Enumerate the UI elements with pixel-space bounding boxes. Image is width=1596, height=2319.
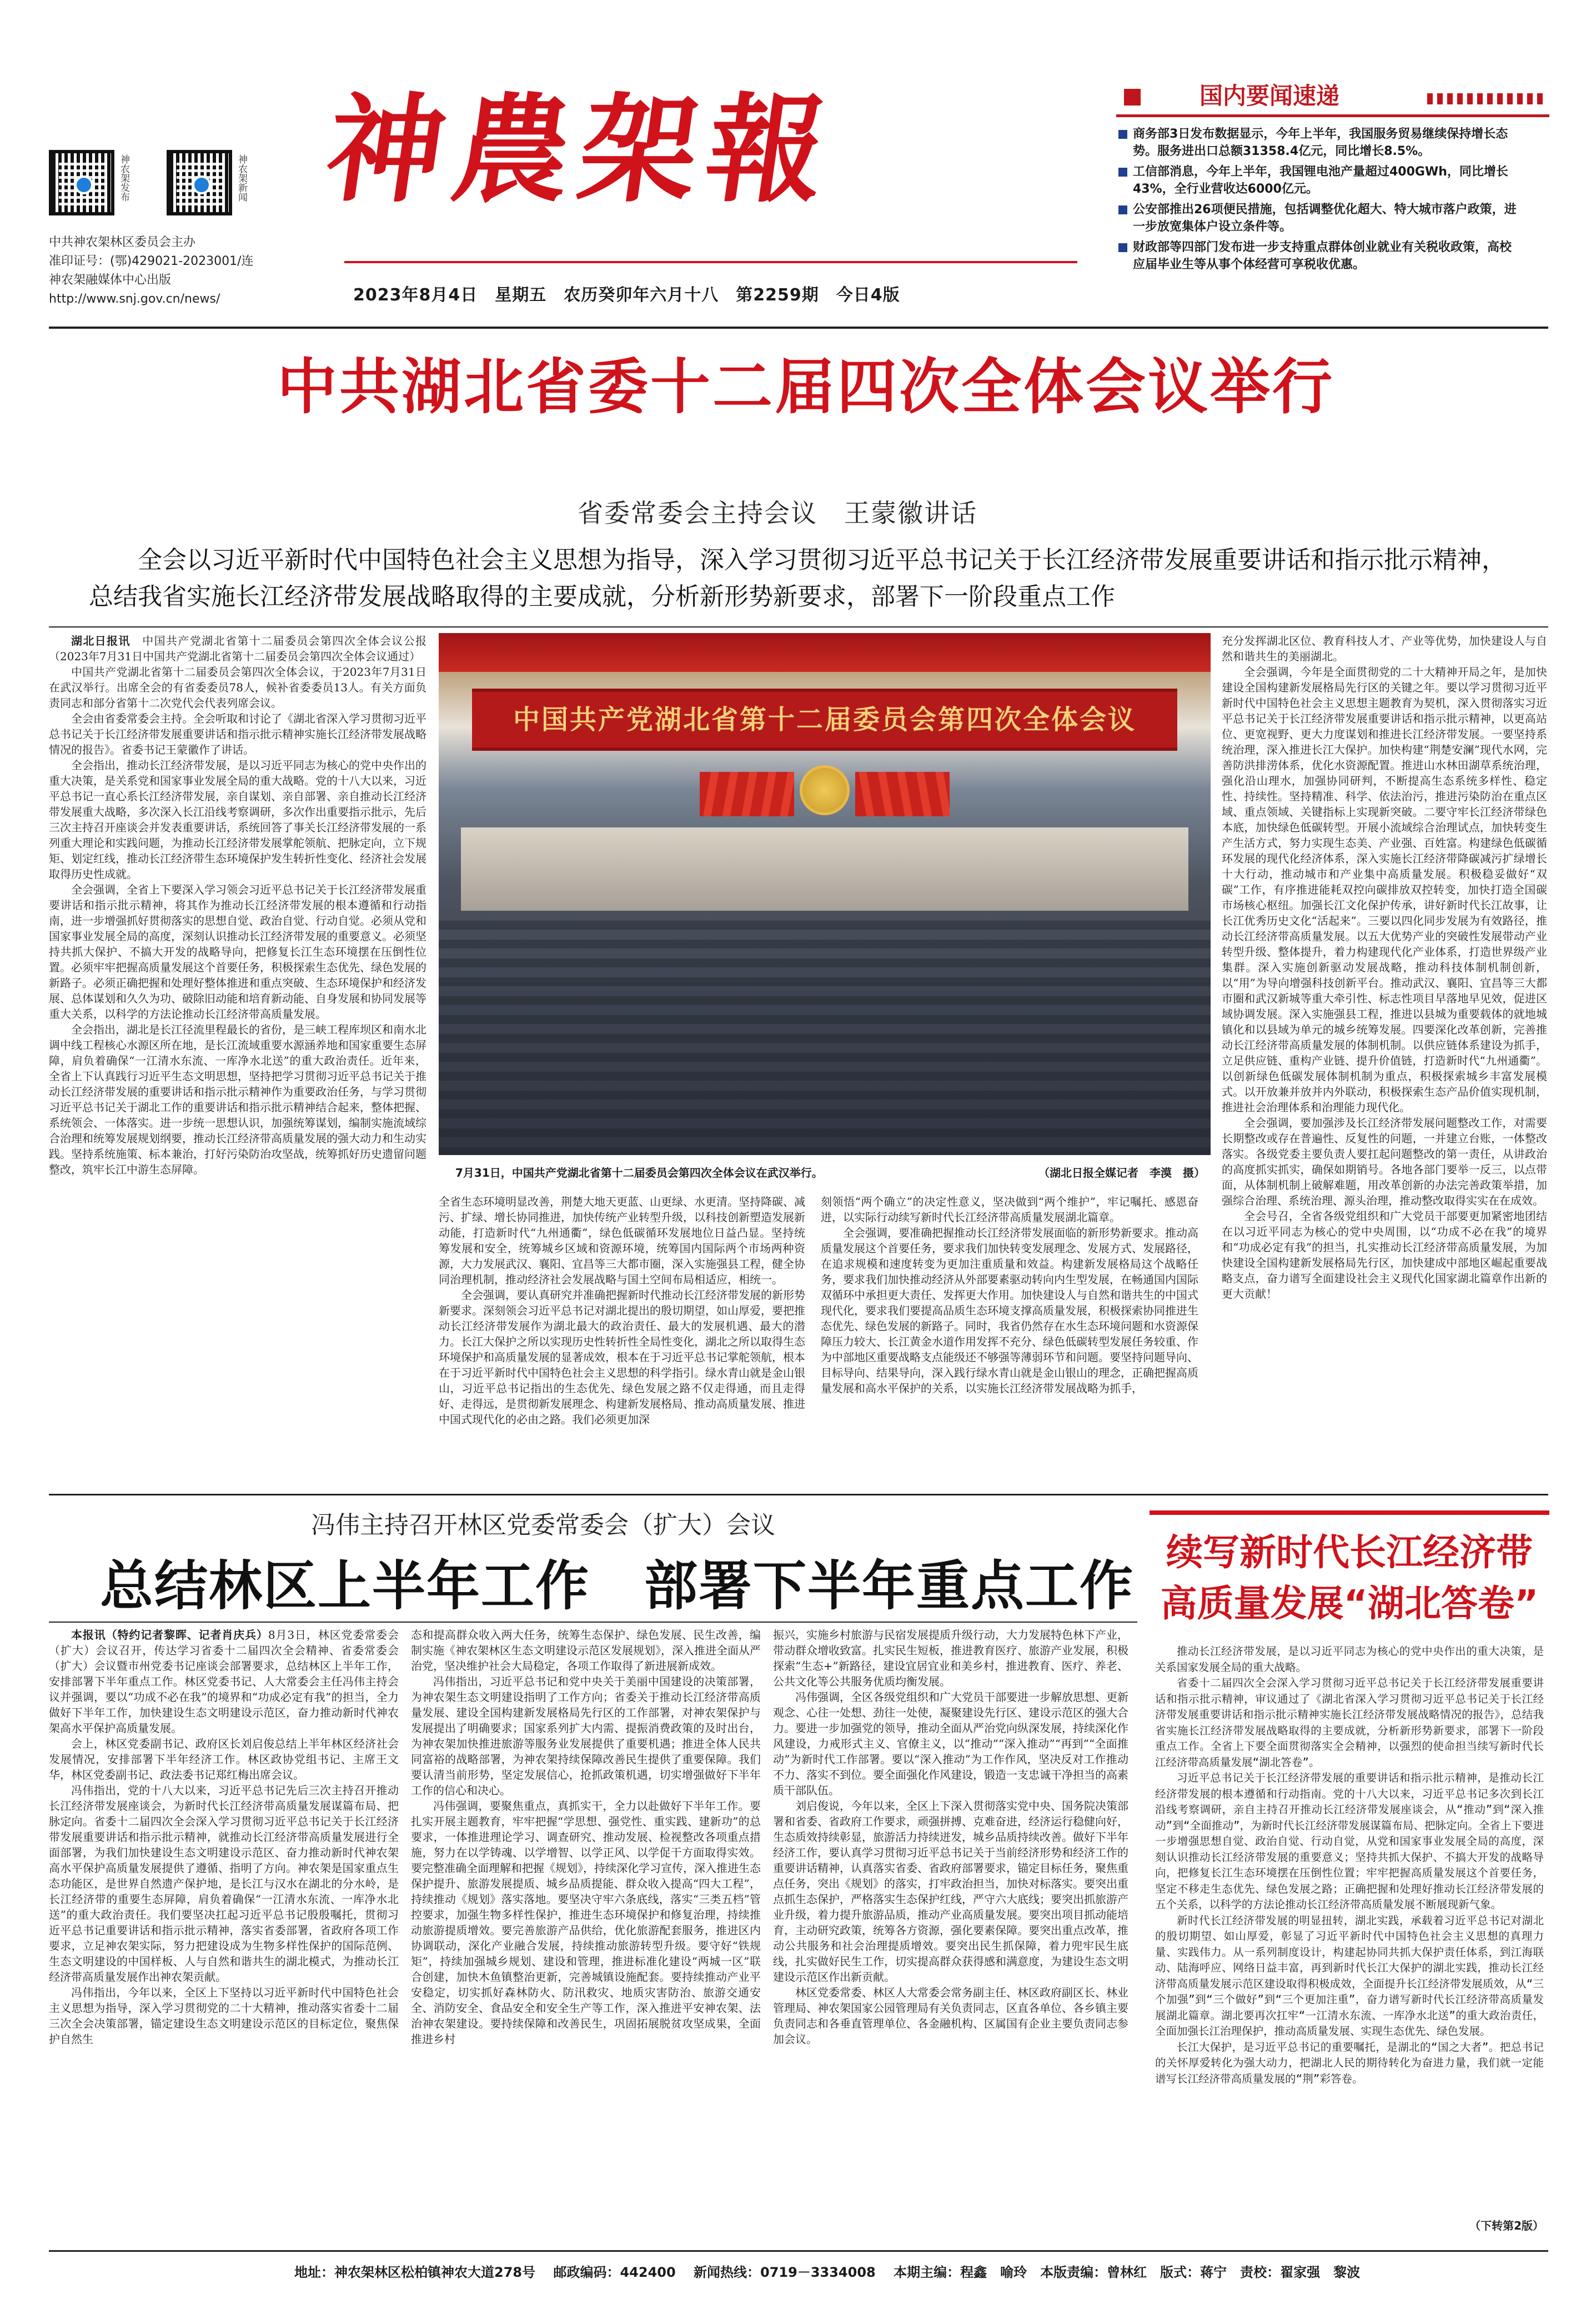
main-headline: 中共湖北省委十二届四次全体会议举行 <box>277 353 1334 422</box>
paragraph: 态和提高群众收入两大任务，统筹生态保护、绿色发展、民生改善，编制实施《神农架林区生态文明建设示范区发展规划》，深入推进全面从严治党，坚决维护社会大局稳定，各项工作取得了新进展新成效。 <box>411 1628 761 1673</box>
conference-photo[interactable] <box>439 633 1211 1155</box>
paragraph: 冯伟强调，要聚焦重点，真抓实干，全力以赴做好下半年工作。要扎实开展主题教育，牢牢把握“学思想、强党性、重实践、建新功”的总要求，一体推进理论学习、调查研究、推动发展、检视整改各项重点措施，努力在以学铸魂、以学增智、以学正风、以学促干方面取得实效。要完整准确全面理解和把握《规划》，持续深化学习宣传，深入推进生态保护提升、旅游发展提质、城乡品质提能、群众收入提高“四大工程”，持续推动《规划》落实落地。要坚决守牢六条底线，落实“三类五档”管控要求，加强生物多样性保护，推进生态环境保护和修复治理，持续推动旅游提质增效。要完善旅游产品供给，优化旅游配套服务，推进区内协调联动，深化产业融合发展，持续推动旅游转型升级。要守好“铁规矩”，持续加强城乡规划、建设和管理，推进标准化建设“两城一区”联合创建，加快木鱼镇整治更新，完善城镇设施配套。要持续推动产业平安稳定，切实抓好森林防火、防汛救灾、地质灾害防治、旅游交通安全、消防安全、食品安全和安全生产等工作，深入推进平安神农架、法治神农架建设。要持续保障和改善民生，巩固拓展脱贫攻坚成果，全面推进乡村 <box>411 1799 761 2046</box>
publisher-info <box>49 233 338 309</box>
main-summary: 全会以习近平新时代中国特色社会主义思想为指导，深入学习贯彻习近平总书记关于长江经济带发展重要讲话和指示批示精神，总结我省实施长江经济带发展战略取得的主要成就，分析新形势新要求，部署下一阶段重点工作 <box>89 546 1506 611</box>
footer-postcode: 邮政编码：442400 <box>553 2265 676 2280</box>
curtain <box>439 633 1211 672</box>
paragraph: 冯伟指出，习近平总书记和党中央关于美丽中国建设的决策部署，为神农架生态文明建设指明了工作方向；省委关于推动长江经济带高质量发展、建设全国构建新发展格局先行区的工作部署，对神农架保护与发展提出了明确要求；国家系列扩大内需、提振消费政策的及时出台，为神农架加快推进旅游等服务业发展提供了重要机遇；推进全体人民共同富裕的战略部署，为神农架持续保障改善民生提供了重要保障。我们要认清当前形势，坚定发展信心，抢抓政策机遇，切实增强做好下半年工作的信心和决心。 <box>411 1675 761 1797</box>
paragraph: 冯伟指出，党的十八大以来，习近平总书记先后三次主持召开推动长江经济带发展座谈会，为新时代长江经济带高质量发展谋篇布局、把脉定向。省委十二届四次全会深入学习贯彻习近平总书记关于长江经济带发展重要讲话和指示批示精神，就推动长江经济带高质量发展进行全面部署，为我们加快建设生态文明建设示范区、奋力推动新时代神农架高水平保护高质量发展提供了遵循、指明了方向。神农架是国家重点生态功能区，是世界自然遗产保护地，是长江与汉水在湖北的分水岭，是长江经济带的重要生态屏障，肩负着确保“一江清水东流、一库净水北送”的重大政治责任。我们要坚决扛起习近平总书记殷殷嘱托，贯彻习近平总书记重要讲话和指示批示精神，落实省委部署，省政府各项工作要求，立足神农架实际，努力把建设成为生物多样性保护的国际范例、生态文明建设的中国样板、人与自然和谐共生的湖北模式，为推动长江经济带高质量发展作出神农架贡献。 <box>49 1784 399 1984</box>
paragraph: 湖北日报讯 中国共产党湖北省第十二届委员会第四次全体会议公报（2023年7月31日中国共产党湖北省第十二届委员会第四次全体会议通过） <box>49 634 426 663</box>
main-col-2 <box>439 1194 805 1483</box>
qr-code-left[interactable] <box>49 150 114 215</box>
second-rule <box>49 1622 1137 1623</box>
second-col-1 <box>49 1627 399 2235</box>
photo-caption <box>455 1164 1205 1180</box>
domestic-news-box <box>1116 72 1549 317</box>
paragraph: 全会强调，要准确把握推动长江经济带发展面临的新形势新要求。推动高质量发展这个首要任务，要求我们加快转变发展理念、发展方式、发展路径，在追求规模和速度转变为更加注重质量和效益。构建新发展格局这个战略任务，要求我们加快推动经济从外部要素驱动转向内生型发展，在畅通国内国际双循环中承担更大责任、发挥更大作用。加快建设人与自然和谐共生的中国式现代化，要求我们要提高品质生态环境支撑高质量发展，积极探索协同推进生态优先、绿色发展的新路子。同时，我省仍然存在水生态环境问题和水资源保障压力较大、长江黄金水道作用发挥不充分、绿色低碳转型发展任务较重、作为中部地区重要战略支点能级还不够强等薄弱环节和问题。要坚持问题导向、目标导向、结果导向，深入践行绿水青山就是金山银山的理念，正确把握高质量发展和高水平保护的关系，以实施长江经济带发展战略为抓手， <box>821 1226 1198 1395</box>
party-emblem-icon <box>800 765 850 815</box>
paragraph: 全会指出，推动长江经济带发展，是以习近平同志为核心的党中央作出的重大决策，是关系党和国家事业发展全局的重大战略。党的十八大以来，习近平总书记一直心系长江经济带发展，亲自谋划、亲自部署、亲自推动长江经济带发展重大战略，多次深入长江沿线考察调研，多次作出重要指示批示，先后三次主持召开座谈会并发表重要讲话，系统回答了事关长江经济带发展的一系列重大理论和实践问题，为推动长江经济带发展掌舵领航、把脉定向，立下规矩、划定红线，推动长江经济带生态环境保护发生转折性变化、经济社会发展取得历史性成就。 <box>49 759 426 881</box>
qr-caption-left: 神农架发布 <box>118 154 129 202</box>
paragraph: 全会指出，湖北是长江径流里程最长的省份，是三峡工程库坝区和南水北调中线工程核心水源区所在地，是长江流域重要水源涵养地和国家重要生态屏障，肩负着确保“一江清水东流、一库净水北送”的重大政治责任。近年来，全省上下认真践行习近平生态文明思想，坚持把学习贯彻习近平总书记关于推动长江经济带发展的重要讲话和指示批示精神作为重要政治任务，与学习贯彻习近平总书记关于湖北工作的重要讲话和指示批示精神结合起来，整体把握、系统领会、一体落实。进一步统一思想认识，加强统筹谋划，编制实施流域综合治理和统筹发展规划纲要，推动长江经济带高质量发展的强大动力和生动实践。坚持系统施策、标本兼治，打好污染防治攻坚战，统筹抓好历史遗留问题整改，筑牢长江中游生态屏障。 <box>49 1023 426 1176</box>
domestic-news-title: 国内要闻速递 <box>1199 82 1340 109</box>
audience <box>439 911 1211 1155</box>
footer-rule <box>49 2250 1548 2252</box>
dateline-lead: 湖北日报讯 <box>71 634 131 647</box>
photo-credit: （湖北日报全媒记者 李漠 摄） <box>1038 1166 1205 1179</box>
second-col-3 <box>773 1627 1128 2235</box>
footer-address: 地址：神农架林区松柏镇神农大道278号 <box>294 2265 536 2280</box>
footer-hotline: 新闻热线：0719－3334008 <box>694 2265 876 2280</box>
masthead-title: 神農架報 <box>318 81 844 218</box>
news-item: 商务部3日发布数据显示，今年上半年，我国服务贸易继续保持增长态势。服务进出口总额31358.4亿元，同比增长8.5%。 <box>1118 126 1518 160</box>
footer <box>294 2261 1516 2281</box>
header-mark-icon <box>1124 89 1141 106</box>
publisher-url[interactable]: http://www.snj.gov.cn/news/ <box>49 292 220 306</box>
paragraph: 刘启俊说，今年以来，全区上下深入贯彻落实党中央、国务院决策部署和省委、省政府工作要求，顽强拼搏、克难奋进，经济运行稳健向好，生态质效持续彰显，旅游活力持续迸发，城乡品质持续改善。做好下半年经济工作，要认真学习贯彻习近平总书记关于当前经济形势和经济工作的重要讲话精神，认真落实省委、省政府部署要求，锚定目标任务，聚焦重点任务，突出《规划》的落实，打牢政治担当，加快对标落实。要突出重点抓生态保护，严格落实生态保护红线，严守六大底线；要突出抓旅游产业升级，着力提升旅游品质，推动产业高质量发展。要突出项目抓动能培育，主动研究政策，统筹各方资源，强化要素保障。要突出重点改革，推动公共服务和社会治理提质增效。要突出民生抓保障，着力兜牢民生底线，扎实做好民生工作，切实提高群众获得感和满意度，为建设生态文明建设示范区作出新贡献。 <box>773 1799 1128 1984</box>
paragraph: 振兴，实施乡村旅游与民宿发展提质升级行动，大力发展特色林下产业，带动群众增收致富。扎实民生短板，推进教育医疗、旅游产业发展，积极探索“生态+”新路径，建设宜居宜业和美乡村，推进教育、医疗、养老、公共文化等公共服务优质均衡发展。 <box>773 1628 1128 1688</box>
main-col-1 <box>49 633 426 1483</box>
side-article <box>1150 1510 1549 2238</box>
publisher-sponsor: 中共神农架林区委员会主办 <box>49 235 196 249</box>
paragraph: 中国共产党湖北省第十二届委员会第四次全体会议，于2023年7月31日在武汉举行。出席全会的有省委委员78人，候补省委委员13人。有关方面负责同志和部分省第十二次党代会代表列席会议。 <box>49 665 426 710</box>
paragraph: 本报讯（特约记者黎晖、记者肖庆兵）8月3日，林区党委常委会（扩大）会议召开，传达学习省委十二届四次全会精神、省委常委会（扩大）会议暨市州党委书记座谈会部署要求，总结林区上半年工作，安排部署下半年重点工作。林区党委书记、人大常委会主任冯伟主持会议并强调，要以“功成不必在我”的境界和“功成必定有我”的担当，全力做好下半年工作，加快建设生态文明建设示范区，奋力推动新时代神农架高水平保护高质量发展。 <box>49 1628 399 1735</box>
section-divider <box>49 1494 1548 1495</box>
paragraph: 冯伟指出，今年以来，全区上下坚持以习近平新时代中国特色社会主义思想为指导，深入学习贯彻党的二十大精神，推动落实省委十二届三次全会决策部署，锚定建设生态文明建设示范区的目标定位，聚焦保护自然生 <box>49 1986 399 2046</box>
news-item: 公安部推出26项便民措施，包括调整优化超大、特大城市落户政策，进一步放宽集体户设立条件等。 <box>1118 201 1518 235</box>
paragraph: 省委十二届四次全会深入学习贯彻习近平总书记关于长江经济带发展重要讲话和指示批示精神，审议通过了《湖北省深入学习贯彻习近平总书记关于长江经济带发展重要讲话和指示批示精神实施长江经济带发展战略情况的报告》，总结我省实施长江经济带发展战略取得的主要成就，分析新形势新要求，部署下一阶段重点工作。全省上下要全面贯彻落实全会精神，以强烈的使命担当续写新时代长江经济带高质量发展“湖北答卷”。 <box>1155 1676 1544 1769</box>
paragraph: 全会号召，全省各级党组织和广大党员干部要更加紧密地团结在以习近平同志为核心的党中央周围，以“功成不必在我”的境界和“功成必定有我”的担当，扎实推动长江经济带高质量发展，为加快建设全国构建新发展格局先行区，加快建成中部地区崛起重要战略支点，奋力谱写全面建设社会主义现代化国家湖北篇章作出新的更大贡献！ <box>1222 1209 1547 1301</box>
caption-text: 7月31日，中国共产党湖北省第十二届委员会第四次全体会议在武汉举行。 <box>455 1166 823 1179</box>
paragraph: 全会强调，要认真研究并准确把握新时代推动长江经济带发展的新形势新要求。深刻领会习近平总书记对湖北提出的殷切期望，如山厚爱，要把推动长江经济带发展作为湖北最大的政治责任、最大的发展机遇、最大的潜力。长江大保护之所以实现历史性转折性全局性变化，湖北之所以取得生态环境保护和高质量发展的显著成效，根本在于习近平总书记掌舵领航，根本在于习近平新时代中国特色社会主义思想的科学指引。绿水青山就是金山银山，习近平总书记指出的生态优先、绿色发展之路不仅走得通，而且走得好、走得远，是贯彻新发展理念、构建新发展格局、推动高质量发展、推进中国式现代化的必由之路。我们必须更加深 <box>439 1288 805 1426</box>
qr-caption-right: 神农架新闻 <box>236 154 247 202</box>
paragraph: 新时代长江经济带发展的明显扭转，湖北实践，承载着习近平总书记对湖北的殷切期望、如山厚爱，彰显了习近平新时代中国特色社会主义思想的真理力量、实践伟力。从一系列制度设计，构建起协同共抓大保护责任体系，到江海联动、陆海呼应、网络日益丰富，再到新时代长江大保护的湖北实践，推动长江经济带高质量发展示范区建设取得积极成效，全面提升长江经济带发展质效，从“三个加强”到“三个做好”到“三个更加注重”，奋力谱写新时代长江经济带高质量发展湖北篇章。湖北要再次扛牢“一江清水东流、一库净水北送”的重大政治责任，全面加强长江治理保护，推动高质量发展、实现生态优先、绿色发展。 <box>1155 1914 1544 2037</box>
second-col-2 <box>411 1627 761 2235</box>
paragraph: 推动长江经济带发展，是以习近平同志为核心的党中央作出的重大决策，是关系国家发展全局的重大战略。 <box>1155 1645 1544 1674</box>
continued-note[interactable]: （下转第2版） <box>1469 2219 1544 2232</box>
paragraph: 冯伟强调，全区各级党组织和广大党员干部要进一步解放思想、更新观念、心往一处想、劲往一处使，凝聚建设先行区、建设示范区的强大合力。要进一步加强党的领导，推动全面从严治党向纵深发展，持续深化作风建设，力戒形式主义、官僚主义，以“推动”“深入推动”“再到”“全面推动”为新时代工作部署。要以“深入推动”为工作作风，坚决反对工作推动不力、落实不到位。要全面强化作风建设，锻造一支忠诚干净担当的高素质干部队伍。 <box>773 1690 1128 1797</box>
paragraph: 全会由省委常委会主持。全会听取和讨论了《湖北省深入学习贯彻习近平总书记关于长江经济带发展重要讲话和指示批示精神实施长江经济带发展战略情况的报告》。省委书记王蒙徽作了讲话。 <box>49 712 426 756</box>
paragraph: 全会强调，要加强涉及长江经济带发展问题整改工作，对需要长期整改或存在普遍性、反复性的问题，一并建立台账，一体整改落实。各级党委主要负责人要扛起问题整改的第一责任，从讲政治的高度抓实抓实，确保如期销号。各地各部门要举一反三，以点带面，从体制机制上破解难题，用改革创新的办法完善政策举措，加强综合治理、系统治理、源头治理，推动整改取得实实在在成效。 <box>1222 1116 1547 1207</box>
header-divider <box>49 327 1548 329</box>
domestic-news-header <box>1116 72 1549 117</box>
summary-divider <box>49 626 1548 628</box>
main-col-3 <box>821 1194 1198 1483</box>
paragraph: 全省生态环境明显改善，荆楚大地天更蓝、山更绿、水更清。坚持降碳、减污、扩绿、增长协同推进，加快传统产业转型升级，以科技创新塑造发展新动能，打造新时代“九州通衢”，绿色低碳循环发展地位日益凸显。坚持统筹发展和安全，统筹城乡区域和资源环境，统筹国内国际两个市场两种资源，大力发展武汉、襄阳、宜昌等三大都市圈，深入实施强县工程，健全协同治理机制，推动经济社会发展战略与国土空间布局相适应，相统一。 <box>439 1195 805 1286</box>
paragraph: 刻领悟“两个确立”的决定性意义，坚决做到“两个维护”，牢记嘱托、感恩奋进，以实际行动续写新时代长江经济带高质量发展湖北篇章。 <box>821 1195 1198 1224</box>
publisher-printer: 神农架融媒体中心出版 <box>49 273 172 287</box>
presidium <box>461 827 1188 911</box>
side-rule-top <box>1150 1510 1549 1515</box>
paragraph: 全会强调，全省上下要深入学习领会习近平总书记关于长江经济带发展重要讲话和指示批示精神，将其作为推动长江经济带发展的根本遵循和行动指南，进一步增强抓好贯彻落实的思想自觉、政治自觉、行动自觉。必须从党和国家事业发展全局的高度，深刻认识推动长江经济带发展的重要意义。必须坚持共抓大保护、不搞大开发的战略导向，把修复长江生态环境摆在压倒性位置。必须牢牢把握高质量发展这个首要任务，积极探索生态优先、绿色发展的新路子。必须正确把握和处理好整体推进和重点突破、生态环境保护和经济发展、总体谋划和久久为功、破除旧动能和培育新动能、自身发展和协同发展等重大关系，以科学的方法论推动长江经济带高质量发展。 <box>49 883 426 1021</box>
main-col-4 <box>1222 633 1547 1483</box>
header-stripes <box>1427 93 1544 104</box>
second-kicker: 冯伟主持召开林区党委常委会（扩大）会议 <box>311 1511 775 1539</box>
main-subhead: 省委常委会主持会议 王蒙徽讲话 <box>578 498 977 528</box>
dateline-lead: 本报讯（特约记者黎晖、记者肖庆兵） <box>71 1628 268 1642</box>
side-body <box>1155 1644 1544 2210</box>
paragraph: 充分发挥湖北区位、教育科技人才、产业等优势，加快建设人与自然和谐共生的美丽湖北。 <box>1222 634 1547 663</box>
footer-editors: 本期主编：程鑫 喻玲 本版责编：曾林红 版式：蒋宁 责校：翟家强 黎波 <box>894 2265 1361 2280</box>
paragraph: 全会强调，今年是全面贯彻党的二十大精神开局之年，是加快建设全国构建新发展格局先行区的关键之年。要以学习贯彻习近平新时代中国特色社会主义思想主题教育为契机，深入贯彻落实习近平总书记关于长江经济带发展重要讲话和指示批示精神，以更高站位、更宽视野、更大力度谋划和推进长江经济带发展。一要坚持系统治理，深入推进长江大保护。加快构建“荆楚安澜”现代水网，完善防洪排涝体系，优化水资源配置。推进山水林田湖草系统治理，强化沿山理水，加强协同研判，不断提高生态系统多样性、稳定性、持续性。坚持精准、科学、依法治污，推进污染防治在重点区域、重点领域、关键指标上实现新突破。二要守牢长江经济带绿色本底，加快绿色低碳转型。开展小流域综合治理试点，加快转变生产生活方式，努力实现生态美、产业强、百姓富。构建绿色低碳循环发展的现代化经济体系，深入实施长江经济带降碳减污扩绿增长十大行动，推动城市和产业集中高质量发展。积极稳妥做好“双碳”工作，有序推进能耗双控向碳排放双控转变，加快打造全国碳市场核心枢纽。加强长江文化保护传承，讲好新时代长江故事，让长江优秀历史文化“活起来”。三要以四化同步发展为有效路径，推动长江经济带高质量发展。以五大优势产业的突破性发展带动产业转型升级、整体提升，着力构建现代化产业体系，打造世界级产业集群。深入实施创新驱动发展战略，推动科技体制机制创新，以“用”为导向增强科技创新平台。推动武汉、襄阳、宜昌等三大都市圈和武汉新城等重大牵引性、标志性项目早落地早见效，促进区域协调发展。深入实施强县工程，推进以县城为重要载体的就地城镇化和以县域为单元的城乡统筹发展。四要深化改革创新，完善推动长江经济带高质量发展的体制机制。以供应链体系建设为抓手，立足供应链、重构产业链、提升价值链，打造新时代“九州通衢”。以创新绿色低碳发展体制机制为重点，积极探索城乡丰富发展模式。以开放兼并放并内外联动，积极探索生态产品价值实现机制，推进社会治理体系和治理能力现代化。 <box>1222 665 1547 1114</box>
flags-right <box>855 772 950 816</box>
photo-banner: 中国共产党湖北省第十二届委员会第四次全体会议 <box>472 689 1177 751</box>
paragraph: 会上，林区党委副书记、政府区长刘启俊总结上半年林区经济社会发展情况，安排部署下半年经济工作。林区政协党组书记、主席王文华，林区党委副书记、政法委书记郑红梅出席会议。 <box>49 1737 399 1781</box>
paragraph: 长江大保护，是习近平总书记的重要嘱托，是湖北的“国之大者”。把总书记的关怀厚爱转化为强大动力，把湖北人民的期待转化为奋进力量，我们就一定能谱写长江经济带高质量发展的“荆”彩答卷。 <box>1155 2040 1544 2085</box>
qr-code-right[interactable] <box>167 150 232 215</box>
side-headline-line1: 续写新时代长江经济带 <box>1166 1531 1533 1574</box>
news-item: 财政部等四部门发布进一步支持重点群体创业就业有关税收政策，高校应届毕业生等从事个体经营可享税收优惠。 <box>1118 239 1518 273</box>
news-item: 工信部消息，今年上半年，我国锂电池产量超过400GWh，同比增长43%，全行业营收达6000亿元。 <box>1118 163 1518 198</box>
paragraph: 习近平总书记关于长江经济带发展的重要讲话和指示批示精神，是推动长江经济带发展的根本遵循和行动指南。党的十八大以来，习近平总书记多次到长江沿线考察调研，亲自主持召开推动长江经济带发展座谈会，从“推动”到“深入推动”到“全面推动”，为新时代长江经济带发展谋篇布局、把脉定向。全省上下要进一步增强思想自觉、政治自觉、行动自觉，从党和国家事业发展全局的高度，深刻认识推动长江经济带发展的重要意义；坚持共抓大保护、不搞大开发的战略导向，把修复长江生态环境摆在压倒性位置；牢牢把握高质量发展这个首要任务，坚定不移走生态优先、绿色发展之路；正确把握和处理好推动长江经济带发展的五个关系，以科学的方法论推动长江经济带高质量发展不断展现新气象。 <box>1155 1771 1544 1911</box>
domestic-news-list <box>1118 126 1518 277</box>
dateline: 2023年8月4日 星期五 农历癸卯年六月十八 第2259期 今日4版 <box>353 285 900 305</box>
side-headline <box>1150 1527 1549 1629</box>
publisher-permit: 准印证号：(鄂)429021-2023001/连 <box>49 254 254 268</box>
masthead-rule <box>344 261 1077 263</box>
side-headline-line2: 高质量发展“湖北答卷” <box>1160 1582 1539 1625</box>
paragraph: 林区党委常委、林区人大常委会常务副主任、林区政府副区长、林业管理局、神农架国家公园管理局有关负责同志，区直各单位、各乡镇主要负责同志和各垂直管理单位、各金融机构、区属国有企业主要负责同志参加会议。 <box>773 1986 1128 2046</box>
flags-left <box>700 772 794 816</box>
second-headline: 总结林区上半年工作 部署下半年重点工作 <box>100 1555 1134 1617</box>
